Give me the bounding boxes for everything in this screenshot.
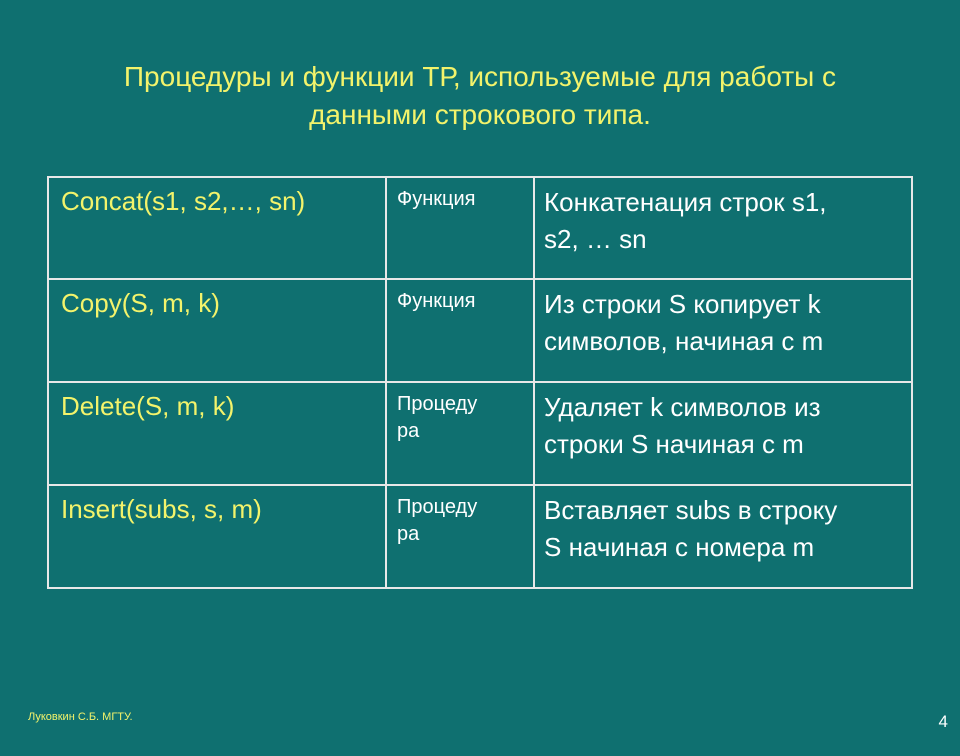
table-row: [48, 382, 912, 485]
table-row: [48, 177, 912, 279]
operation-name-cell: [48, 279, 386, 382]
operation-kind-line-1: Процеду: [397, 393, 478, 415]
page-number: 4: [938, 712, 948, 731]
operation-name: Delete(S, m, k): [61, 391, 235, 421]
slide-title-line-2: данными строкового типа.: [309, 99, 651, 130]
operation-kind-cell: [386, 279, 534, 382]
operation-kind-line-1: Функция: [397, 290, 476, 312]
string-operations-table: [47, 176, 913, 589]
operation-name-cell: [48, 177, 386, 279]
operation-description-cell: [534, 177, 912, 279]
operation-description-cell: [534, 279, 912, 382]
operation-kind-cell: [386, 177, 534, 279]
operation-description-line-1: Из строки S копирует k: [544, 289, 821, 319]
operation-kind-line-2: ра: [397, 523, 420, 545]
operation-name: Concat(s1, s2,…, sn): [61, 186, 306, 216]
operation-kind-line-1: Функция: [397, 188, 476, 210]
operation-name-cell: [48, 382, 386, 485]
operation-kind-line-1: Процеду: [397, 496, 478, 518]
slide-title-line-1: Процедуры и функции ТР, используемые для работы с: [123, 61, 837, 92]
operation-kind-cell: [386, 382, 534, 485]
operation-description-line-1: Удаляет k символов из: [544, 392, 821, 422]
table-row: [48, 485, 912, 588]
operation-kind-cell: [386, 485, 534, 588]
operation-description-line-2: символов, начиная с m: [544, 326, 824, 356]
operation-description-line-2: S начиная с номера m: [544, 532, 815, 562]
operation-name: Insert(subs, s, m): [61, 494, 262, 524]
operation-name: Copy(S, m, k): [61, 288, 220, 318]
operation-description-line-2: s2, … sn: [544, 224, 647, 254]
table-row: [48, 279, 912, 382]
operation-description-line-2: строки S начиная с m: [544, 429, 804, 459]
operation-description-line-1: Вставляет subs в строку: [544, 495, 838, 525]
operation-description-line-1: Конкатенация строк s1,: [544, 187, 827, 217]
operation-description-cell: [534, 485, 912, 588]
operation-kind-line-2: ра: [397, 420, 420, 442]
footer-author: Луковкин С.Б. МГТУ.: [28, 711, 133, 723]
operation-description-cell: [534, 382, 912, 485]
operation-name-cell: [48, 485, 386, 588]
slide-title: [40, 58, 920, 134]
